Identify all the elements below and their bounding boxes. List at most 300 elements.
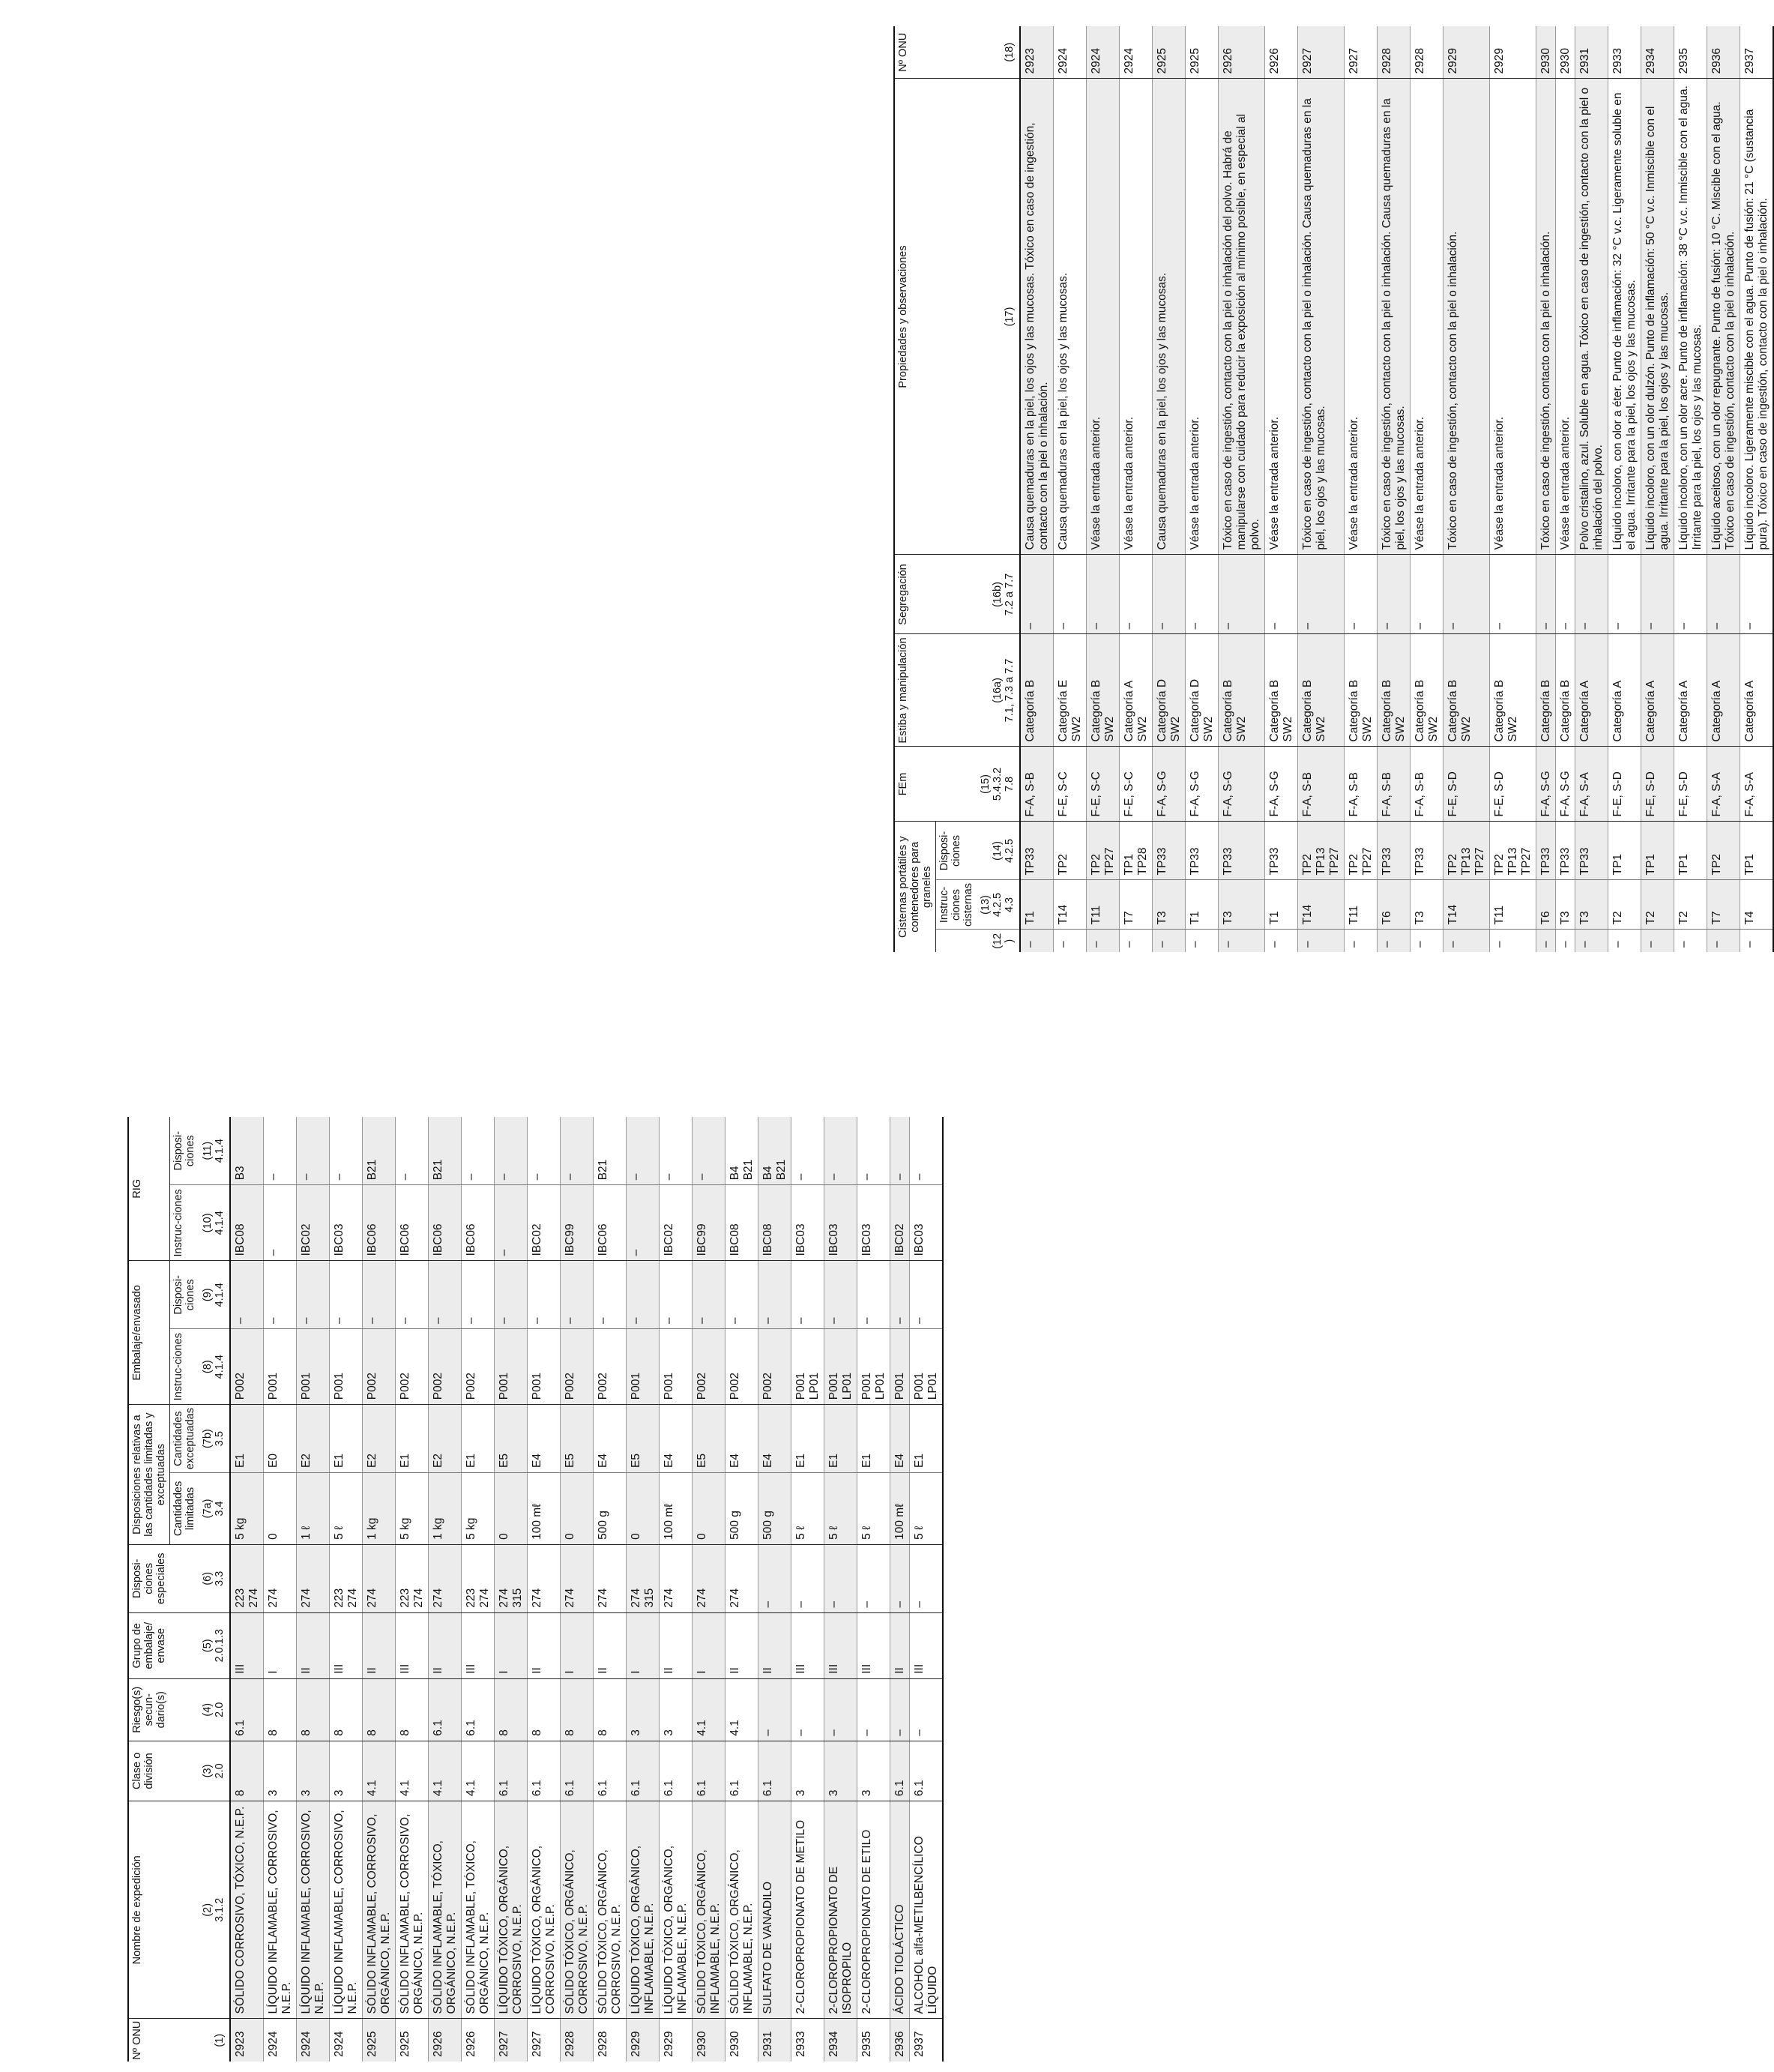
cell-ti: T3	[1556, 880, 1575, 930]
cell-pg: III	[396, 1612, 429, 1678]
cell-ti: T11	[1490, 880, 1536, 930]
cell-cls: 3	[264, 1741, 297, 1801]
cell-risk: 8	[495, 1678, 528, 1741]
table-row	[1608, 26, 1641, 952]
dangerous-goods-list-left	[127, 1117, 944, 2062]
table-row	[561, 1117, 594, 2062]
cell-risk: 8	[561, 1678, 594, 1741]
cell-cls: 6.1	[561, 1741, 594, 1801]
cell-tp: TP33	[1556, 822, 1575, 880]
cell-un: 2930	[693, 2019, 725, 2062]
cell-tp: TP2	[1054, 822, 1087, 880]
cell-ibcp: B21	[363, 1117, 396, 1185]
cell-stow: Categoría A	[1608, 634, 1641, 747]
cell-tp: TP1	[1608, 822, 1641, 880]
cell-props: Causa quemaduras en la piel, los ojos y las mucosas. Tóxico en caso de ingestión, contacto con la piel o inhalación.	[1020, 79, 1054, 555]
cell-stow: Categoría B SW2	[1443, 634, 1490, 747]
cell-eq: E4	[528, 1405, 561, 1473]
cell-name: LÍQUIDO TÓXICO, ORGÁNICO, INFLAMABLE, N.E.P.	[627, 1801, 660, 2019]
cell-sp: –	[890, 1544, 910, 1612]
cell-un: 2923	[230, 2019, 264, 2062]
cell-seg: –	[1153, 555, 1186, 634]
cell-tp: TP33	[1378, 822, 1411, 880]
cell-cls: 6.1	[660, 1741, 693, 1801]
cell-un: 2936	[1707, 26, 1740, 79]
cell-name: ALCOHOL alfa-METILBENCÍLICO LÍQUIDO	[910, 1801, 944, 2019]
cell-risk: 4.1	[725, 1678, 758, 1741]
column-number: (13) 4.2.5 4.3	[977, 880, 1020, 930]
cell-pi: P002	[561, 1329, 594, 1405]
table-row	[824, 1117, 857, 2062]
header-stowage: Estiba y manipulación	[894, 634, 977, 747]
cell-pi: P002	[230, 1329, 264, 1405]
cell-ibc: IBC02	[890, 1185, 910, 1261]
cell-ems: F-A, S-B	[1298, 747, 1345, 822]
table-row	[264, 1117, 297, 2062]
cell-props: Véase la entrada anterior.	[1186, 79, 1219, 555]
cell-seg: –	[1345, 555, 1378, 634]
cell-pi: P001	[528, 1329, 561, 1405]
cell-eq: E4	[594, 1405, 627, 1473]
table-row	[1153, 26, 1186, 952]
left-table-panel	[127, 1117, 944, 2062]
cell-stow: Categoría A SW2	[1120, 634, 1153, 747]
cell-ti: T14	[1298, 880, 1345, 930]
cell-c12: –	[1020, 930, 1054, 952]
cell-ibcp: –	[528, 1117, 561, 1185]
cell-ems: F-A, S-G	[1219, 747, 1265, 822]
cell-eq: E1	[230, 1405, 264, 1473]
cell-risk: 8	[363, 1678, 396, 1741]
cell-risk: –	[890, 1678, 910, 1741]
cell-eq: E1	[910, 1405, 944, 1473]
cell-pp: –	[758, 1261, 791, 1329]
table-row	[627, 1117, 660, 2062]
right-table-body	[1020, 26, 1773, 952]
cell-sp: –	[791, 1544, 824, 1612]
cell-eq: E4	[660, 1405, 693, 1473]
cell-pi: P002	[396, 1329, 429, 1405]
cell-eq: E5	[561, 1405, 594, 1473]
cell-c12: –	[1414, 941, 1426, 948]
cell-name: SÓLIDO TÓXICO, ORGÁNICO, INFLAMABLE, N.E.P.	[693, 1801, 725, 2019]
cell-eq: E5	[627, 1405, 660, 1473]
cell-tp: TP2 TP27	[1345, 822, 1378, 880]
cell-pi: P001	[660, 1329, 693, 1405]
cell-props: Véase la entrada anterior.	[1556, 79, 1575, 555]
cell-seg: –	[1020, 555, 1054, 634]
cell-ibc: IBC03	[910, 1185, 944, 1261]
cell-eq: E0	[264, 1405, 297, 1473]
cell-props: Tóxico en caso de ingestión, contacto con la piel o inhalación.	[1536, 79, 1556, 555]
cell-name: SÓLIDO INFLAMABLE, CORROSIVO, ORGÁNICO, N.E.P.	[396, 1801, 429, 2019]
cell-seg: –	[1120, 555, 1153, 634]
cell-c12: –	[1575, 930, 1608, 952]
cell-cls: 6.1	[758, 1741, 791, 1801]
cell-pg: II	[890, 1612, 910, 1678]
cell-ti: T3	[1219, 880, 1265, 930]
cell-props: Líquido aceitoso, con un olor repugnante. Punto de fusión: 10 °C. Miscible con el agua. Tóxico en caso de ingestión, contacto con la piel o inhalación.	[1707, 79, 1740, 555]
cell-un: 2924	[1087, 26, 1120, 79]
table-row	[660, 1117, 693, 2062]
cell-lq: 100 mℓ	[528, 1473, 561, 1545]
cell-name: SÓLIDO INFLAMABLE, TÓXICO, ORGÁNICO, N.E.P.	[462, 1801, 495, 2019]
cell-lq: 5 kg	[462, 1473, 495, 1545]
cell-props: Líquido incoloro, con un olor acre. Punto de inflamación: 38 °C v.c. Inmiscible con el agua. Irritante para la piel, los ojos y las mucosas.	[1674, 79, 1707, 555]
header-limited: Cantidades limitadas	[170, 1473, 199, 1545]
cell-pg: II	[363, 1612, 396, 1678]
cell-eq: E1	[462, 1405, 495, 1473]
table-row	[1054, 26, 1087, 952]
cell-seg: –	[1740, 555, 1774, 634]
cell-cls: 6.1	[528, 1741, 561, 1801]
cell-ibcp: –	[297, 1117, 330, 1185]
cell-ibcp: –	[561, 1117, 594, 1185]
table-row	[330, 1117, 363, 2062]
cell-name: LÍQUIDO TÓXICO, ORGÁNICO, INFLAMABLE, N.E.P.	[660, 1801, 693, 2019]
cell-pi: P002	[725, 1329, 758, 1405]
cell-pg: III	[824, 1612, 857, 1678]
cell-un: 2925	[1153, 26, 1186, 79]
cell-tp: TP1	[1740, 822, 1774, 880]
column-number: (14) 4.2.5	[977, 822, 1020, 880]
cell-props: Véase la entrada anterior.	[1087, 79, 1120, 555]
cell-seg: –	[1556, 555, 1575, 634]
cell-lq: 1 kg	[363, 1473, 396, 1545]
cell-c12: –	[1743, 941, 1756, 948]
cell-lq: 5 kg	[396, 1473, 429, 1545]
cell-pp: –	[725, 1261, 758, 1329]
cell-un: 2929	[627, 2019, 660, 2062]
cell-stow: Categoría D SW2	[1186, 634, 1219, 747]
table-row	[1345, 26, 1378, 952]
cell-risk: 8	[264, 1678, 297, 1741]
cell-cls: 6.1	[725, 1741, 758, 1801]
cell-cls: 3	[297, 1741, 330, 1801]
cell-risk: –	[824, 1678, 857, 1741]
cell-name: SÓLIDO TÓXICO, ORGÁNICO, INFLAMABLE, N.E.P.	[725, 1801, 758, 2019]
cell-props: Véase la entrada anterior.	[1265, 79, 1298, 555]
cell-un: 2930	[1536, 26, 1556, 79]
header-ibc: RIG	[128, 1117, 170, 1261]
table-row	[528, 1117, 561, 2062]
cell-pi: P001 LP01	[824, 1329, 857, 1405]
cell-ibc: IBC03	[857, 1185, 890, 1261]
cell-sp: 274	[594, 1544, 627, 1612]
cell-ems: F-E, S-C	[1087, 747, 1120, 822]
cell-ti: T3	[1411, 880, 1443, 930]
cell-ibc: IBC99	[561, 1185, 594, 1261]
cell-pi: P001	[330, 1329, 363, 1405]
cell-ibc: IBC03	[791, 1185, 824, 1261]
header-tanks: Cisternas portátiles y contenedores para graneles	[894, 822, 936, 952]
cell-tp: TP33	[1219, 822, 1265, 880]
cell-c12: –	[1641, 930, 1674, 952]
cell-pp: –	[910, 1261, 944, 1329]
cell-tp: TP1 TP28	[1120, 822, 1153, 880]
cell-c12: –	[1057, 941, 1069, 948]
cell-pi: P002	[429, 1329, 462, 1405]
cell-lq: 5 kg	[230, 1473, 264, 1545]
cell-stow: Categoría B SW2	[1087, 634, 1120, 747]
cell-pp: –	[791, 1261, 824, 1329]
cell-lq: 5 ℓ	[910, 1473, 944, 1545]
cell-risk: 8	[330, 1678, 363, 1741]
cell-pp: –	[230, 1261, 264, 1329]
cell-un: 2928	[597, 2031, 609, 2057]
table-row	[495, 1117, 528, 2062]
cell-ibcp: B3	[230, 1117, 264, 1185]
cell-eq: E4	[890, 1405, 910, 1473]
table-row	[1378, 26, 1411, 952]
cell-ti: T1	[1186, 880, 1219, 930]
cell-pg: III	[857, 1612, 890, 1678]
cell-un: 2923	[1020, 26, 1054, 79]
cell-c12: –	[1536, 930, 1556, 952]
cell-name: ÁCIDO TIOLÁCTICO	[890, 1801, 910, 2019]
column-number: (7b) 3.5	[199, 1405, 230, 1473]
cell-eq: E2	[297, 1405, 330, 1473]
cell-c12: –	[1611, 941, 1624, 948]
cell-ti: T14	[1054, 880, 1087, 930]
cell-risk: 4.1	[693, 1678, 725, 1741]
cell-seg: –	[1219, 555, 1265, 634]
cell-lq: 500 g	[758, 1473, 791, 1545]
cell-pg: II	[758, 1612, 791, 1678]
column-number: (2) 3.1.2	[199, 1801, 230, 2019]
cell-ibcp: –	[910, 1117, 944, 1185]
cell-un: 2926	[1219, 26, 1265, 79]
cell-un: 2936	[890, 2019, 910, 2062]
cell-c12: –	[1378, 930, 1411, 952]
cell-tp: TP33	[1020, 822, 1054, 880]
cell-pg: III	[230, 1612, 264, 1678]
cell-sp: –	[824, 1544, 857, 1612]
cell-ems: F-A, S-B	[1411, 747, 1443, 822]
header-properties: Propiedades y observaciones	[894, 79, 977, 555]
cell-tp: TP33	[1575, 822, 1608, 880]
cell-un: 2934	[1641, 26, 1674, 79]
cell-name: 2-CLOROPROPIONATO DE ISOPROPILO	[824, 1801, 857, 2019]
cell-pi: P001	[890, 1329, 910, 1405]
cell-ibc: –	[264, 1185, 297, 1261]
cell-ibcp: –	[660, 1117, 693, 1185]
cell-name: LÍQUIDO TÓXICO, ORGÁNICO, CORROSIVO, N.E.P.	[495, 1801, 528, 2019]
cell-pg: I	[627, 1612, 660, 1678]
cell-c12: –	[1153, 930, 1186, 952]
cell-ti: T4	[1740, 880, 1774, 930]
cell-eq: E1	[857, 1405, 890, 1473]
cell-ibcp: –	[824, 1117, 857, 1185]
cell-ems: F-A, S-A	[1575, 747, 1608, 822]
cell-pp: –	[627, 1261, 660, 1329]
cell-c12: –	[1559, 941, 1572, 948]
cell-pp: –	[264, 1261, 297, 1329]
table-row	[1490, 26, 1536, 952]
cell-c12: –	[1707, 930, 1740, 952]
cell-stow: Categoría A	[1575, 634, 1608, 747]
header-segregation: Segregación	[894, 555, 977, 634]
cell-ti: T3	[1575, 880, 1608, 930]
cell-tp: TP33	[1186, 822, 1219, 880]
cell-pp: –	[429, 1261, 462, 1329]
cell-ems: F-A, S-G	[1153, 747, 1186, 822]
cell-ibc: IBC02	[297, 1185, 330, 1261]
cell-un: 2937	[913, 2031, 926, 2057]
cell-ems: F-E, S-D	[1608, 747, 1641, 822]
cell-pp: –	[363, 1261, 396, 1329]
cell-pg: III	[330, 1612, 363, 1678]
cell-c12: –	[1087, 930, 1120, 952]
column-number: (10) 4.1.4	[199, 1185, 230, 1261]
cell-pg: II	[594, 1612, 627, 1678]
cell-pp: –	[594, 1261, 627, 1329]
cell-un: 2935	[860, 2031, 873, 2057]
column-number: (1)	[199, 2019, 230, 2062]
cell-ems: F-E, S-D	[1641, 747, 1674, 822]
table-row	[1411, 26, 1443, 952]
cell-pg: II	[660, 1612, 693, 1678]
cell-un: 2931	[1575, 26, 1608, 79]
cell-un: 2926	[1265, 26, 1298, 79]
cell-un: 2934	[824, 2019, 857, 2062]
cell-ibc: IBC02	[660, 1185, 693, 1261]
cell-eq: E4	[758, 1405, 791, 1473]
cell-ti: T1	[1265, 880, 1298, 930]
header-pack-provisions: Disposi-ciones	[170, 1261, 199, 1329]
cell-name: LÍQUIDO INFLAMABLE, CORROSIVO, N.E.P.	[297, 1801, 330, 2019]
header-excepted: Cantidades exceptuadas	[170, 1405, 199, 1473]
table-row	[1087, 26, 1120, 952]
table-row	[1575, 26, 1608, 952]
cell-cls: 6.1	[495, 1741, 528, 1801]
cell-ibcp: B4 B21	[725, 1117, 758, 1185]
cell-lq: 5 ℓ	[824, 1473, 857, 1545]
table-row	[725, 1117, 758, 2062]
cell-seg: –	[1378, 555, 1411, 634]
table-row	[1120, 26, 1153, 952]
cell-pi: P001	[264, 1329, 297, 1405]
cell-cls: 4.1	[462, 1741, 495, 1801]
cell-ems: F-E, S-D	[1443, 747, 1490, 822]
table-row	[297, 1117, 330, 2062]
cell-sp: –	[910, 1544, 944, 1612]
cell-ti: T6	[1378, 880, 1411, 930]
column-number: (8) 4.1.4	[199, 1329, 230, 1405]
cell-ems: F-E, S-D	[1490, 747, 1536, 822]
cell-un: 2933	[1608, 26, 1641, 79]
header-shipping-name: Nombre de expedición	[128, 1801, 199, 2019]
left-column-numbers-row	[199, 1117, 230, 2062]
cell-pi: P001 LP01	[791, 1329, 824, 1405]
cell-eq: E2	[429, 1405, 462, 1473]
cell-ibcp: B4 B21	[758, 1117, 791, 1185]
cell-ibc: –	[495, 1185, 528, 1261]
cell-eq: E2	[363, 1405, 396, 1473]
right-table-panel	[893, 26, 1774, 952]
cell-un: 2925	[363, 2019, 396, 2062]
cell-eq: E5	[693, 1405, 725, 1473]
cell-ibcp: –	[462, 1117, 495, 1185]
cell-un: 2924	[333, 2031, 346, 2057]
cell-cls: 3	[330, 1741, 363, 1801]
table-row	[429, 1117, 462, 2062]
cell-pi: P002	[594, 1329, 627, 1405]
column-number: (9) 4.1.4	[199, 1261, 230, 1329]
cell-ems: F-A, S-G	[1536, 747, 1556, 822]
cell-ibcp: B21	[594, 1117, 627, 1185]
cell-props: Tóxico en caso de ingestión, contacto con la piel o inhalación.	[1443, 79, 1490, 555]
cell-c12: –	[1493, 941, 1506, 948]
cell-pi: P001 LP01	[910, 1329, 944, 1405]
table-row	[363, 1117, 396, 2062]
cell-ibc: IBC08	[725, 1185, 758, 1261]
cell-cls: 3	[791, 1741, 824, 1801]
column-number: (16a) 7.1, 7.3 a 7.7	[977, 634, 1020, 747]
cell-un: 2924	[267, 2031, 280, 2057]
cell-cls: 3	[824, 1741, 857, 1801]
cell-pi: P001	[297, 1329, 330, 1405]
cell-ems: F-A, S-G	[1265, 747, 1298, 822]
cell-ibcp: –	[264, 1117, 297, 1185]
cell-un: 2933	[794, 2031, 807, 2057]
cell-pg: I	[561, 1612, 594, 1678]
cell-stow: Categoría A	[1641, 634, 1674, 747]
header-subsidiary-risk: Riesgo(s) secun-dario(s)	[128, 1678, 199, 1741]
cell-ems: F-E, S-C	[1054, 747, 1087, 822]
cell-cls: 4.1	[429, 1741, 462, 1801]
header-ibc-instructions: Instruc-ciones	[170, 1185, 199, 1261]
cell-tp: TP1	[1674, 822, 1707, 880]
cell-seg: –	[1641, 555, 1674, 634]
header-packing-group: Grupo de embalaje/ envase	[128, 1612, 199, 1678]
cell-name: 2-CLOROPROPIONATO DE METILO	[791, 1801, 824, 2019]
cell-seg: –	[1443, 555, 1490, 634]
cell-lq: 0	[693, 1473, 725, 1545]
header-un-no-right: Nº ONU	[894, 26, 977, 79]
cell-tp: TP33	[1411, 822, 1443, 880]
header-ems: FEm	[894, 747, 977, 822]
cell-ems: F-A, S-B	[1378, 747, 1411, 822]
cell-pg: I	[693, 1612, 725, 1678]
cell-ems: F-E, S-D	[1674, 747, 1707, 822]
cell-eq: E1	[824, 1405, 857, 1473]
cell-stow: Categoría A	[1740, 634, 1774, 747]
cell-un: 2924	[1120, 26, 1153, 79]
cell-pp: –	[297, 1261, 330, 1329]
cell-lq: 0	[495, 1473, 528, 1545]
cell-ibc: IBC02	[528, 1185, 561, 1261]
cell-lq: 5 ℓ	[330, 1473, 363, 1545]
cell-pp: –	[528, 1261, 561, 1329]
cell-un: 2927	[1298, 26, 1345, 79]
cell-cls: 4.1	[363, 1741, 396, 1801]
cell-tp: TP33	[1153, 822, 1186, 880]
table-row	[1707, 26, 1740, 952]
cell-un: 2929	[1443, 26, 1490, 79]
cell-pp: –	[330, 1261, 363, 1329]
cell-sp: 223 274	[396, 1544, 429, 1612]
cell-c12: –	[1219, 930, 1265, 952]
cell-ibc: –	[627, 1185, 660, 1261]
cell-props: Polvo cristalino, azul. Soluble en agua. Tóxico en caso de ingestión, contacto con la piel o inhalación del polvo.	[1575, 79, 1608, 555]
cell-pp: –	[857, 1261, 890, 1329]
cell-risk: 6.1	[230, 1678, 264, 1741]
column-number: (15) 5.4.3.2 7.8	[977, 747, 1020, 822]
cell-ti: T7	[1707, 880, 1740, 930]
column-number: (7a) 3.4	[199, 1473, 230, 1545]
cell-seg: –	[1575, 555, 1608, 634]
